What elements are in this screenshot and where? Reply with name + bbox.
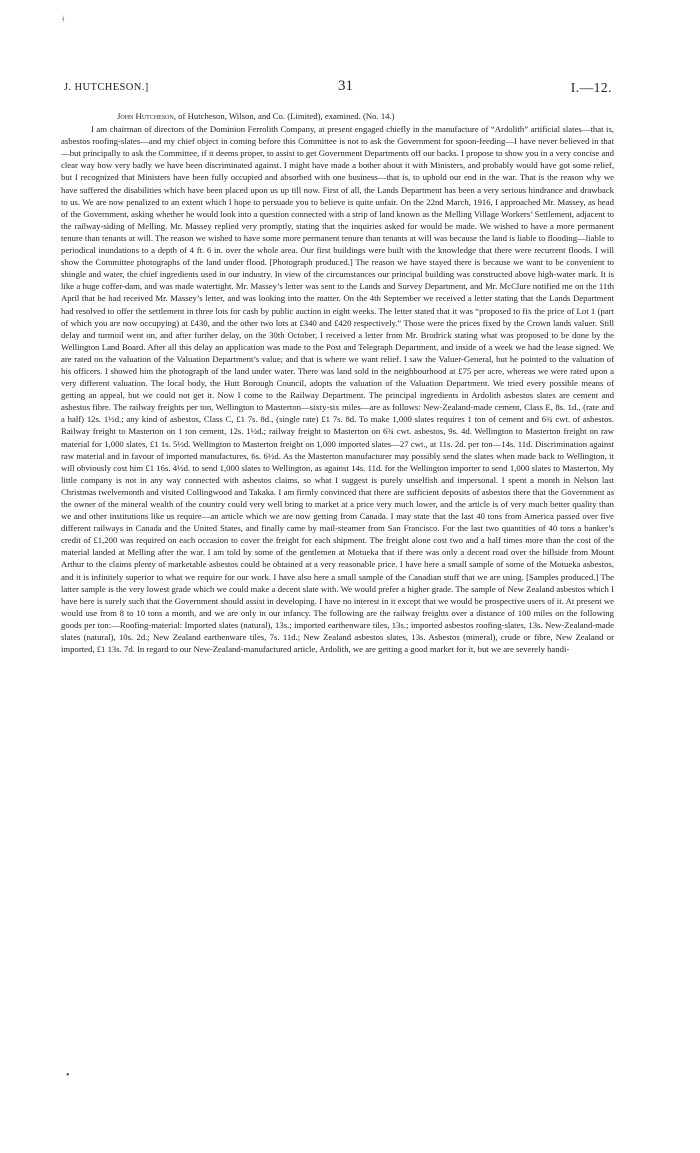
body-paragraph: I am chairman of directors of the Dominion Ferrolith Company, at present engaged chiefly in the manufacture of “Ardolith” artificial slates—that is, asbestos roofing-slates—and my chief object in coming before this Committee is not to ask the Government for spoon-feeding—I have never believed in that—but principally to ask the Committee, if it deems proper, to assist to get Government Departments off our backs. I propose to show you in a very concise and clear way how very badly we have been discriminated against. I might have made a bother about it with Ministers, and probably would have got some relief, but I recognized that Ministers have been fully occupied and absorbed with one business—that is, to uphold our end in the war. That is the reason why we have suffered the disabilities which have been placed upon us up till now. First of all, the Lands Department has been a very serious hindrance and drawback to us. We are now penalized to an extent which I hope to persuade you to believe is quite unfair. On the 22nd March, 1916, I approached Mr. Massey, as head of the Government, asking whether he would look into a question connected with a strip of land known as the Melling Village Workers’ Settlement, adjacent to the railway-siding of Melling. Mr. Massey replied very promptly, stating that the inquiries asked for would be made. We wished to have a more permanent tenure than tenants at will. The reason we wished to have some more permanent tenure than tenants at will was because the land is liable to flooding—liable to periodical inundations to a depth of 4 ft. 6 in. over the whole area. Our first buildings were built with the knowledge that there were recurrent floods. I will show the Committee photographs of the land under flood. [Photograph produced.] The reason we have stayed there is because we want to be convenient to shingle and water, the chief ingredients used in our industry. In view of the circumstances our principal building was constructed above high-water mark. It is like a huge coffer-dam, and was made watertight. Mr. Massey’s letter was sent to the Lands and Survey Department, and Mr. McClure notified me on the 11th April that he had received Mr. Massey’s letter, and was looking into the matter. On the 4th September we received a letter stating that the Lands Department had resolved to offer the settlement in three lots for cash by public auction in eight weeks. The letter stated that it was “proposed to fix the price of Lot 1 (part of which you are now occupying) at £430, and the other two lots at £340 and £420 respectively.” Those were the prices fixed by the Crown lands valuer. Still delay and turmoil went on, and after further delay, on the 30th October, I received a letter from Mr. Brodrick stating what was proposed to be done by the Wellington Land Board. After all this delay an application was made to the Post and Telegraph Department, and inside of a week we had the lease signed. We are rated on the valuation of the Valuation Department’s value; and that is where we want relief. I saw the Valuer-General, but he pointed to the valuation of his officers. I showed him the photograph of the land under water. There was land sold in the neighbourhood at £75 per acre, whereas we were rated upon a very different valuation. The local body, the Hutt Borough Council, adopts the valuation of the Valuation Department. We tried every possible means of getting an appeal, but we could not get it. Now I come to the Railway Department. The principal ingredients in Ardolith asbestos slates are cement and asbestos fibre. The railway freights per ton, Wellington to Masterton—sixty-six miles—are as follows: New-Zealand-made cement, Class E, 8s. 1d., (rate and a half) 12s. 1½d.; any kind of asbestos, Class C, £1 7s. 8d., (single rate) £1 7s. 8d. To make 1,000 slates requires 1 ton of cement and 6¾ cwt. of asbestos. Railway freight to Masterton on 1 ton cement, 12s. 1½d.; railway freight to Masterton on 6¾ cwt. asbestos, 9s. 4d. Wellington to Masterton freight on raw material for 1,000 slates, £1 1s. 5½d. Wellington to Masterton freight on 1,000 imported slates—27 cwt., at 11s. 2d. per ton—14s. 11d. Discrimination against raw material and in favour of imported manufactures, 6s. 6½d. As the Masterton manufacturer may possibly send the slates when made back to Wellington, it will obviously cost him £1 16s. 4½d. to send 1,000 slates to Wellington, as against 14s. 11d. for the Wellington importer to send 1,000 slates to Masterton. My little company is not in any way connected with asbestos claims, so what I suggest is purely unselfish and impersonal. I spent a month in Nelson last Christmas twelvemonth and visited Collingwood and Takaka. I am firmly convinced that there are sufficient deposits of asbestos there that the Government as the owner of the mineral wealth of the country could very well bring to market at a price very much lower, and the article is of very much better quality than we and other institutions like us require—an article which we are now getting from Canada. I may state that the last 40 tons from America passed over five different railways in Canada and the United States, and finally came by mail-steamer from San Francisco. For the last two quantities of 40 tons a banker’s credit of £1,200 was required on each occasion to cover the freight for each shipment. The freight alone cost two and a half times more than the cost of the material landed at Melling after the war. I am told by some of the gentlemen at Motueka that if there was only a decent road over the hillside from Mount Arthur to the claims plenty of marketable asbestos could be obtained at a very reasonable price. I have here a small sample of some of the Motueka asbestos, and it is infinitely superior to what we require for our work. I have also here a small sample of the Canadian stuff that we are using. [Samples produced.] The latter sample is the very lowest grade which we could make a decent slate with. We would prefer a higher grade. The sample of New Zealand asbestos which I have here is surely such that the Government should assist in developing. I have no interest in it except that we would be prospective users of it. At present we would use from 8 to 10 tons a month, and we are only in our infancy. The following are the railway freights over a distance of 100 miles on the following goods per ton:—Roofing-material: Imported slates (natural), 13s.; imported earthenware tiles, 13s.; imported asbestos roofing-slates, 13s. New-Zealand-made slates (natural), 10s. 2d.; New Zealand earthenware tiles, 7s. 11d.; New Zealand asbestos slates, 13s. Asbestos (mineral), crude or fibre, New Zealand or imported, £1 13s. 7d. In regard to our New-Zealand-manufactured article, Ardolith, we are getting a good market for it, but we are severely handi- xyxy=(61,124,614,655)
witness-heading xyxy=(61,110,614,122)
margin-mark-top: ǂ xyxy=(62,14,65,24)
witness-name: John Hutcheson xyxy=(117,111,174,121)
witness-details: , of Hutcheson, Wilson, and Co. (Limited), examined. (No. 14.) xyxy=(173,111,395,121)
running-header-left: J. HUTCHESON.] xyxy=(64,82,149,93)
testimony-text xyxy=(61,110,614,655)
margin-mark-bottom: • xyxy=(66,1070,70,1081)
document-reference: I.—12. xyxy=(570,80,612,95)
page-number: 31 xyxy=(338,78,353,94)
